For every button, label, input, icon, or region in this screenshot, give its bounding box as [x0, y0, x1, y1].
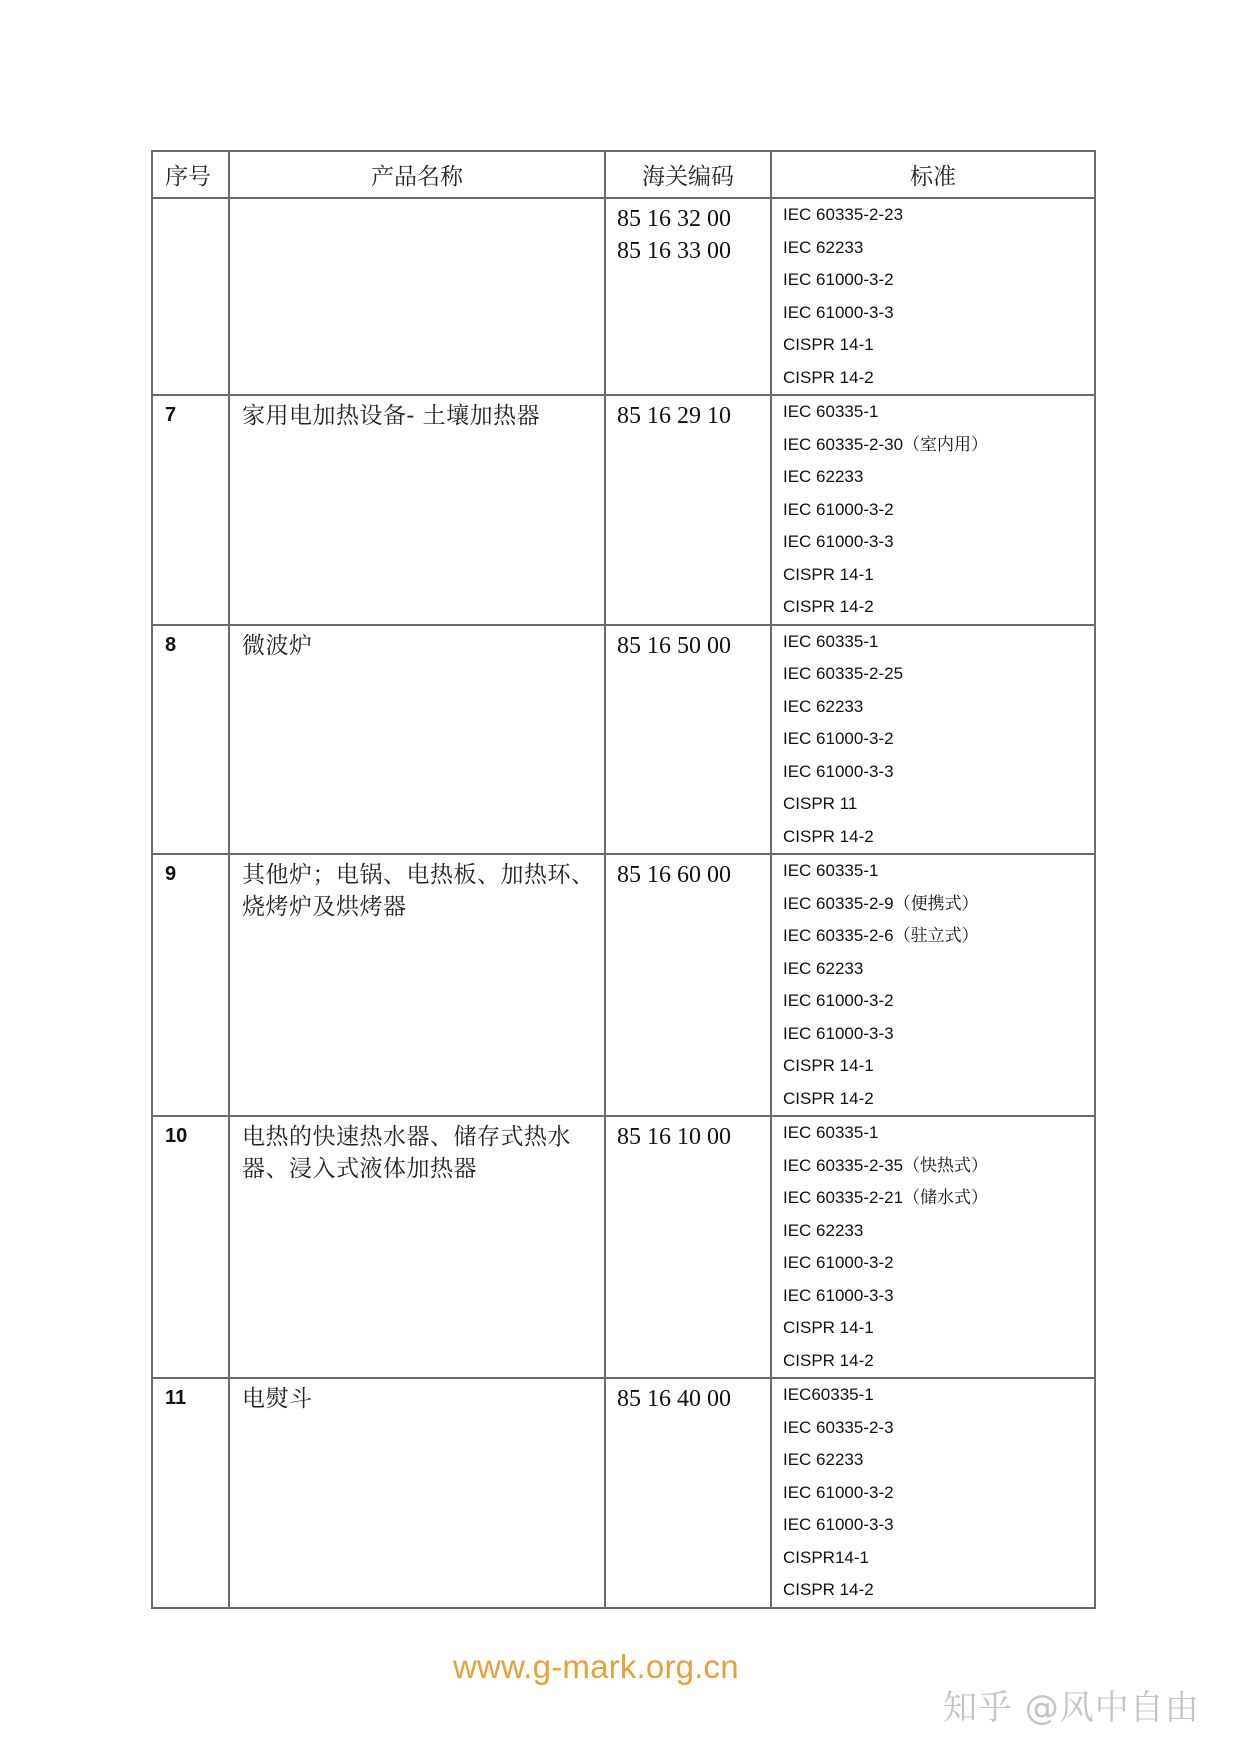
standard-item: CISPR 14-2 [783, 367, 874, 387]
cell-no: 9 [152, 854, 229, 1116]
cell-no: 11 [152, 1378, 229, 1608]
customs-code: 85 16 32 00 [617, 206, 731, 232]
cell-no [152, 198, 229, 395]
table-row [152, 198, 1095, 395]
cell-product-name: 电热的快速热水器、储存式热水器、浸入式液体加热器 [229, 1116, 605, 1378]
customs-code: 85 16 33 00 [617, 238, 731, 264]
customs-code: 85 16 40 00 [617, 1386, 731, 1412]
table-row [152, 854, 1095, 1116]
cell-customs-code [605, 1378, 771, 1608]
standard-item: IEC 60335-1 [783, 402, 879, 421]
standard-item: IEC 61000-3-3 [783, 302, 894, 322]
customs-code: 85 16 60 00 [617, 862, 731, 888]
standard-item: IEC 60335-2-35（快热式） [783, 1155, 989, 1175]
cell-customs-code [605, 625, 771, 855]
standard-item: IEC 60335-2-6（驻立式） [783, 926, 979, 945]
standard-item: IEC 61000-3-2 [783, 991, 894, 1010]
standard-item: IEC 61000-3-3 [783, 1285, 894, 1305]
standard-item: IEC 62233 [783, 1450, 864, 1469]
standard-item: IEC 60335-1 [783, 631, 879, 651]
header-customs-code: 海关编码 [605, 151, 771, 198]
cell-product-name: 电熨斗 [229, 1378, 605, 1608]
cell-standards [771, 395, 1095, 625]
table-row [152, 395, 1095, 625]
standard-item: CISPR14-1 [783, 1547, 869, 1567]
cell-product-name: 其他炉；电锅、电热板、加热环、烧烤炉及烘烤器 [229, 854, 605, 1116]
standard-item: IEC 62233 [783, 1220, 864, 1240]
cell-standards [771, 1378, 1095, 1608]
standard-item: IEC 60335-2-30（室内用） [783, 434, 989, 454]
standard-item: CISPR 14-2 [783, 1580, 874, 1599]
table-row [152, 625, 1095, 855]
cell-customs-code [605, 854, 771, 1116]
cell-product-name: 家用电加热设备- 土壤加热器 [229, 395, 605, 625]
header-standard: 标准 [771, 151, 1095, 198]
standard-item: CISPR 14-2 [783, 597, 874, 616]
standard-item: IEC 60335-2-3 [783, 1417, 894, 1437]
customs-code: 85 16 29 10 [617, 403, 731, 429]
table-header-row [152, 151, 1095, 198]
standard-item: CISPR 14-2 [783, 826, 874, 846]
customs-code: 85 16 50 00 [617, 632, 731, 659]
cell-customs-code [605, 198, 771, 395]
standard-item: CISPR 14-2 [783, 1350, 874, 1370]
standard-item: IEC 60335-1 [783, 861, 879, 880]
cell-no: 8 [152, 625, 229, 855]
standard-item: IEC 60335-2-9（便携式） [783, 893, 979, 913]
table-row [152, 1116, 1095, 1378]
zhihu-watermark: 知乎 @风中自由 [943, 1688, 1200, 1728]
cell-customs-code [605, 395, 771, 625]
standard-item: IEC 61000-3-2 [783, 1253, 894, 1272]
standard-item: IEC 62233 [783, 237, 864, 257]
standard-item: IEC 60335-2-23 [783, 205, 904, 224]
header-product-name: 产品名称 [229, 151, 605, 198]
cell-product-name: 微波炉 [229, 625, 605, 855]
cell-customs-code [605, 1116, 771, 1378]
standard-item: CISPR 14-1 [783, 1318, 874, 1337]
standard-item: CISPR 11 [783, 794, 858, 813]
footer-website-link[interactable]: www.g-mark.org.cn [453, 1648, 739, 1685]
standard-item: IEC 62233 [783, 467, 864, 486]
table-row [152, 1378, 1095, 1608]
header-no: 序号 [152, 151, 229, 198]
standard-item: IEC60335-1 [783, 1385, 874, 1404]
standard-item: IEC 61000-3-2 [783, 1482, 894, 1502]
standard-item: IEC 61000-3-3 [783, 1023, 894, 1043]
standard-item: IEC 61000-3-3 [783, 532, 894, 551]
standard-item: IEC 60335-2-25 [783, 664, 904, 683]
standard-item: CISPR 14-1 [783, 564, 874, 584]
standard-item: IEC 60335-1 [783, 1123, 879, 1142]
standard-item: CISPR 14-1 [783, 1056, 874, 1075]
standard-item: IEC 61000-3-2 [783, 270, 894, 289]
cell-no: 10 [152, 1116, 229, 1378]
table-body [152, 198, 1095, 1608]
standard-item: IEC 61000-3-3 [783, 761, 894, 781]
standard-item: IEC 62233 [783, 696, 864, 716]
cell-product-name [229, 198, 605, 395]
cell-standards [771, 1116, 1095, 1378]
standard-item: IEC 62233 [783, 958, 864, 978]
standard-item: CISPR 14-1 [783, 335, 874, 354]
cell-standards [771, 625, 1095, 855]
standard-item: IEC 61000-3-2 [783, 499, 894, 519]
standard-item: IEC 61000-3-2 [783, 729, 894, 748]
cell-standards [771, 198, 1095, 395]
cell-standards [771, 854, 1095, 1116]
customs-code: 85 16 10 00 [617, 1124, 731, 1150]
standard-item: CISPR 14-2 [783, 1088, 874, 1108]
standard-item: IEC 61000-3-3 [783, 1515, 894, 1534]
cell-no: 7 [152, 395, 229, 625]
standard-item: IEC 60335-2-21（储水式） [783, 1188, 989, 1207]
standards-table [151, 150, 1096, 1609]
